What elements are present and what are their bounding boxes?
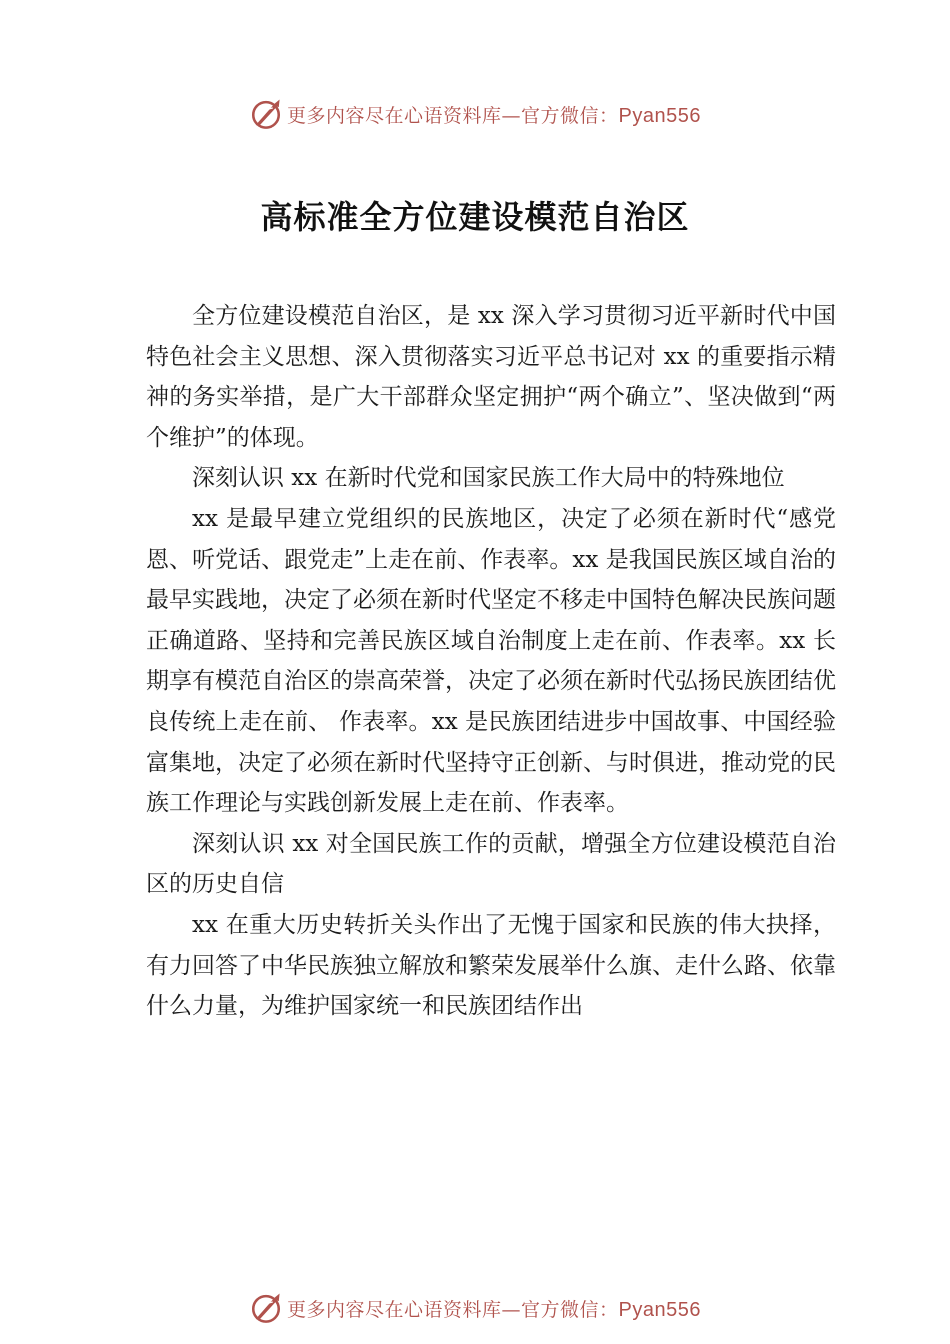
- section-heading: 深刻认识 xx 对全国民族工作的贡献，增强全方位建设模范自治区的历史自信: [146, 830, 836, 898]
- watermark-banner-bottom: [0, 1286, 950, 1330]
- watermark-banner-top: [0, 92, 950, 136]
- quill-pen-logo-icon: [249, 97, 283, 131]
- document-title: 高标准全方位建设模范自治区: [260, 198, 690, 236]
- quill-pen-logo-icon: [249, 1291, 283, 1325]
- paragraph: 全方位建设模范自治区，是 xx 深入学习贯彻习近平新时代中国特色社会主义思想、深入贯彻落实习近平总书记对 xx 的重要指示精神的务实举措，是广大干部群众坚定拥护“两个确立”、坚决做到“两个维护”的体现。: [146, 303, 836, 451]
- document-body: [146, 296, 836, 1027]
- watermark-text: 更多内容尽在心语资料库—官方微信：Pyan556: [287, 104, 701, 127]
- watermark-wechat-id: Pyan556: [618, 104, 701, 127]
- paragraph: xx 在重大历史转折关头作出了无愧于国家和民族的伟大抉择，有力回答了中华民族独立解放和繁荣发展举什么旗、走什么路、依靠什么力量，为维护国家统一和民族团结作出: [146, 911, 836, 1020]
- paragraph: xx 是最早建立党组织的民族地区，决定了必须在新时代“感党恩、听党话、跟党走”上走在前、作表率。xx 是我国民族区域自治的最早实践地，决定了必须在新时代坚定不移走中国特色解决民族问题正确道路、坚持和完善民族区域自治制度上走在前、作表率。xx 长期享有模范自治区的崇高荣誉，决定了必须在新时代弘扬民族团结优良传统上走在前、 作表率。xx 是民族团结进步中国故事、中国经验富集地，决定了必须在新时代坚持守正创新、与时俱进，推动党的民族工作理论与实践创新发展上走在前、作表率。: [146, 505, 836, 817]
- section-heading: 深刻认识 xx 在新时代党和国家民族工作大局中的特殊地位: [192, 465, 785, 492]
- watermark-wechat-id: Pyan556: [618, 1298, 701, 1321]
- watermark-text: 更多内容尽在心语资料库—官方微信：Pyan556: [287, 1298, 701, 1321]
